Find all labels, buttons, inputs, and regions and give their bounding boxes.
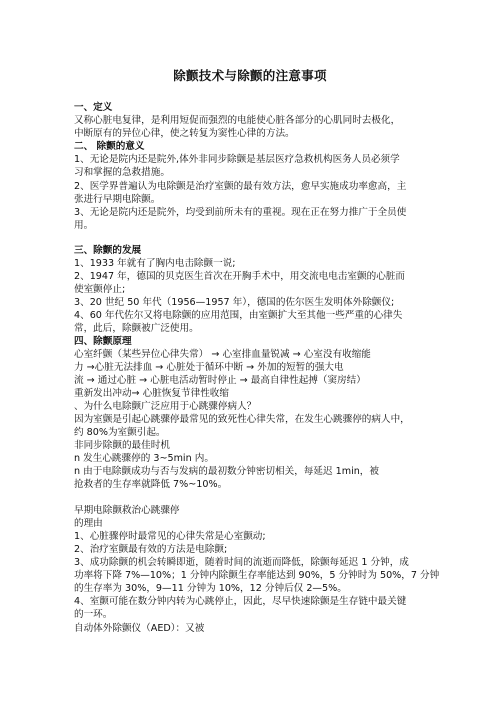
section-heading-principle: 四、除颤原理	[74, 336, 132, 347]
paragraph-line: 功率将下降 7%—10%；1 分钟内除颤生存率能达到 90%，5 分钟时为 50%，7 分钟	[74, 570, 440, 581]
paragraph-line: 2、1947 年，德国的贝克医生首次在开胸手术中，用交流电电击室颤的心脏而	[74, 271, 405, 282]
paragraph-line: 1、1933 年就有了胸内电击除颤一说;	[74, 258, 236, 269]
paragraph-line: 3、无论是院内还是院外，均受到前所未有的重视。现在正在努力推广于全员使	[74, 207, 407, 218]
paragraph-line: 2、医学界普遍认为电除颤是治疗室颤的最有效方法，愈早实施成功率愈高，主	[74, 181, 407, 192]
paragraph-line: n 由于电除颤成功与否与发病的最初数分钟密切相关，每延迟 1min，被	[74, 466, 379, 477]
paragraph-line: n 发生心跳骤停的 3~5min 内。	[74, 453, 214, 464]
paragraph-line: 张进行早期电除颤。	[74, 194, 161, 205]
paragraph-line: 1、无论是院内还是院外,体外非同步除颤是基层医疗急救机构医务人员必须学	[74, 154, 400, 165]
paragraph-line: 使室颤停止;	[74, 284, 126, 295]
paragraph-line: 常，此后，除颤被广泛使用。	[74, 323, 199, 334]
paragraph-line: 又称心脏电复律，是利用短促而强烈的电能使心脏各部分的心肌同时去极化，	[74, 115, 401, 126]
paragraph-line: 、为什么电除颤广泛应用于心跳骤停病人？	[74, 401, 257, 412]
paragraph-line: 力 →心脏无法排血 → 心脏处于循环中断 → 外加的短暂的强大电	[74, 362, 344, 373]
paragraph-line: 习和掌握的急救措施。	[74, 167, 170, 178]
paragraph-line: 用。	[74, 220, 94, 231]
paragraph-line: 心室纤颤（某些异位心律失常） → 心室排血量锐减 → 心室没有收缩能	[74, 349, 371, 360]
section-heading-definition: 一、定义	[74, 102, 113, 113]
paragraph-line: 3、20 世纪 50 年代（1956—1957 年），德国的佐尔医生发明体外除颤仪;	[74, 297, 395, 308]
paragraph-line: 3、成功除颤的机会转瞬即逝，随着时间的流逝而降低，除颤每延迟 1 分钟，成	[74, 557, 409, 568]
paragraph-line: 重新发出冲动→ 心脏恢复节律性收缩	[74, 388, 229, 399]
paragraph-line: 因为室颤是引起心跳骤停最常见的致死性心律失常，在发生心跳骤停的病人中，	[74, 414, 410, 425]
paragraph-line: 4、60 年代佐尔又将电除颤的应用范围，由室颤扩大至其他一些严重的心律失	[74, 310, 403, 321]
paragraph-line: 约 80%为室颤引起。	[74, 427, 166, 438]
paragraph-line: 流 → 通过心脏 → 心脏电活动暂时停止 → 最高自律性起搏（窦房结）	[74, 375, 366, 386]
paragraph-line: 1、心脏骤停时最常见的心律失常是心室颤动;	[74, 531, 266, 542]
section-heading-significance: 二、 除颤的意义	[74, 141, 145, 152]
section-heading-history: 三、除颤的发展	[74, 245, 142, 256]
paragraph-line: 早期电除颤救治心跳骤停	[74, 505, 180, 516]
paragraph-line: 抢救者的生存率就降低 7%~10%。	[74, 479, 228, 490]
paragraph-line: 非同步除颤的最佳时机	[74, 440, 170, 451]
paragraph-line: 中断原有的异位心律，使之转复为窦性心律的方法。	[74, 128, 295, 139]
paragraph-line: 的一环。	[74, 609, 113, 620]
paragraph-line: 自动体外除颤仪（AED）：又被	[74, 623, 205, 634]
paragraph-line: 4、室颤可能在数分钟内转为心跳停止，因此，尽早快速除颤是生存链中最关键	[74, 596, 407, 607]
paragraph-line: 的理由	[74, 518, 103, 529]
paragraph-line: 的生存率为 30%，9—11 分钟为 10%，12 分钟后仅 2—5%。	[74, 583, 347, 594]
paragraph-line: 2、治疗室颤最有效的方法是电除颤;	[74, 544, 228, 555]
page-title: 除颤技术与除颤的注意事项	[173, 68, 327, 83]
